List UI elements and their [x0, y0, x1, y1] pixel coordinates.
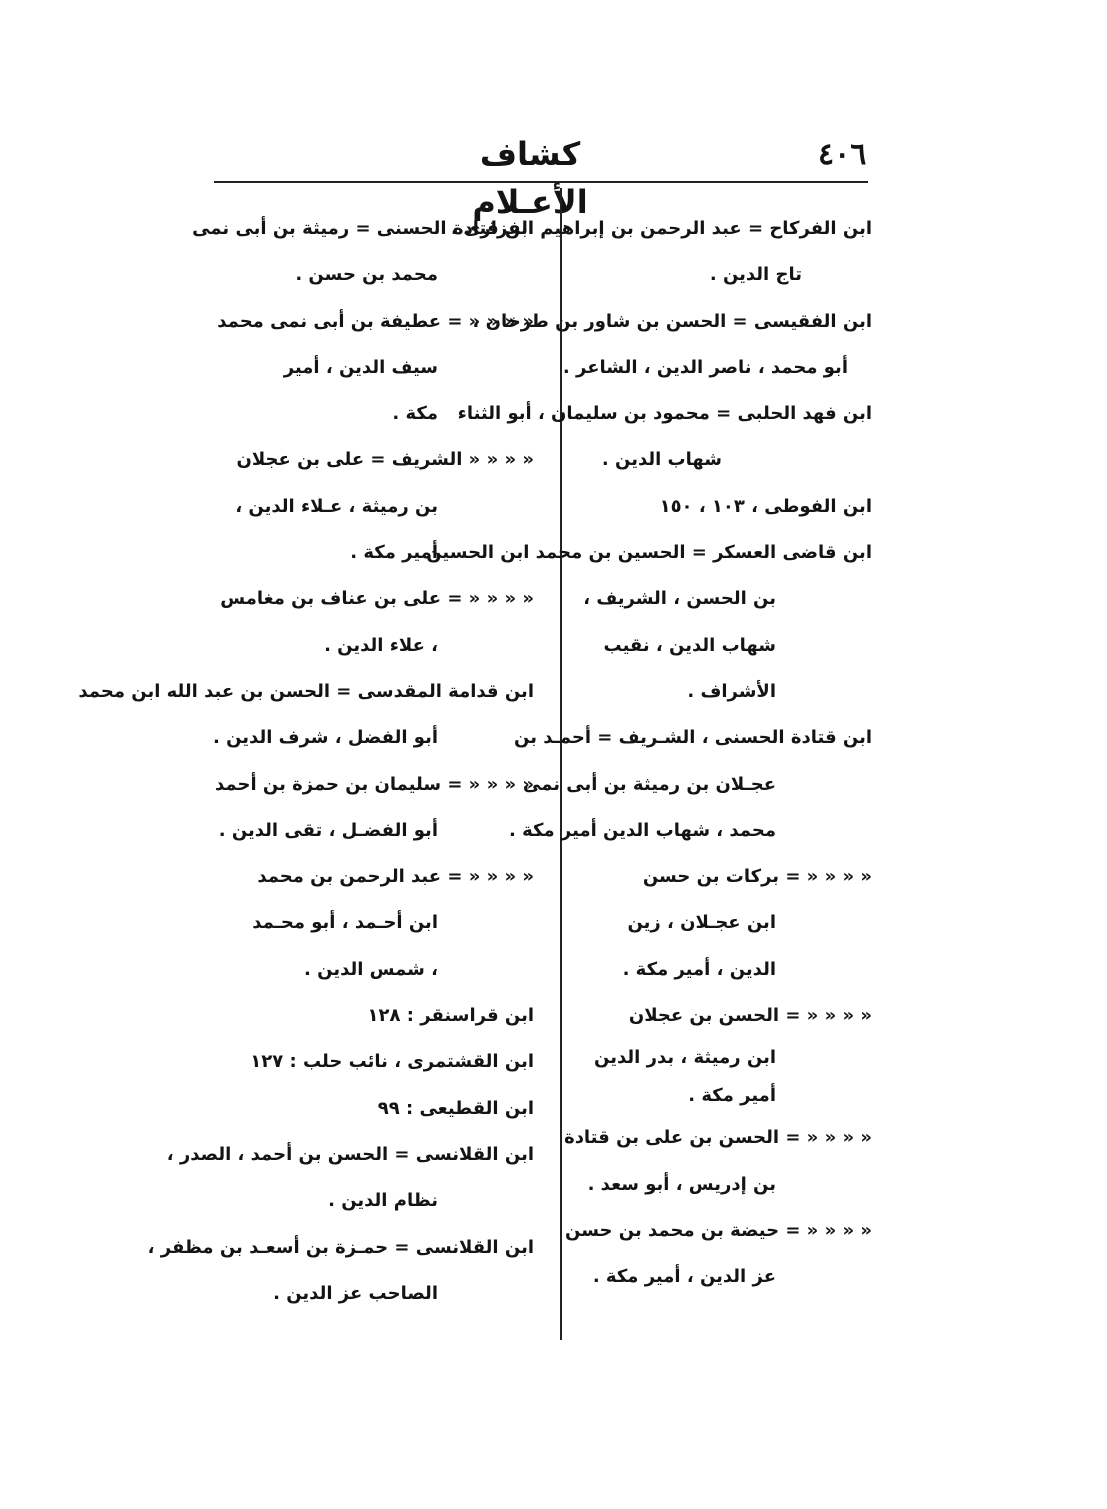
- index-entry-line: عجـلان بن رميثة بن أبى نمى: [523, 773, 776, 795]
- index-entry-line: شهاب الدين ، نقيب: [603, 634, 776, 656]
- index-entry-line: ابن القلانسى = الحسن بن أحمد ، الصدر ،: [166, 1143, 534, 1165]
- index-entry-line: ابن الفقيسى = الحسن بن شاور بن طرخان ،: [472, 310, 872, 332]
- index-entry-line: ابن قدامة المقدسى = الحسن بن عبد الله ابن محمد: [78, 680, 534, 702]
- running-title: كشاف الأعـلام: [472, 135, 588, 221]
- index-entry-line: ابن فهد الحلبى = محمود بن سليمان ، أبو الثناء: [457, 403, 872, 425]
- index-entry-line: عز الدين ، أمير مكة .: [592, 1266, 776, 1288]
- index-entry-line: أمير مكة .: [688, 1085, 776, 1107]
- index-entry-line: ابن رميثة ، بدر الدين: [594, 1047, 776, 1069]
- index-entry-line: ابن عجـلان ، زين: [627, 912, 776, 934]
- header-rule: [214, 181, 868, 183]
- index-entry-line: أبو محمد ، ناصر الدين ، الشاعر .: [562, 356, 848, 378]
- index-entry-line: سيف الدين ، أمير: [283, 356, 438, 378]
- index-entry-line: مكة .: [392, 403, 438, 425]
- index-entry-line: ابن القلانسى = حمـزة بن أسعـد بن مظفر ،: [147, 1236, 534, 1258]
- index-entry-line: « « « « = على بن عناف بن مغامس: [220, 588, 534, 610]
- index-entry-line: « « « « = عطيفة بن أبى نمى محمد: [217, 310, 534, 332]
- index-entry-line: الأشراف .: [687, 680, 776, 702]
- index-entry-line: ابن الفركاح = عبد الرحمن بن إبراهيم الفزارى ،: [450, 218, 872, 239]
- index-entry-line: ابن القطيعى : ٩٩: [377, 1097, 534, 1119]
- index-entry-line: ، شمس الدين .: [304, 958, 438, 980]
- index-entry-line: محمد ، شهاب الدين أمير مكة .: [509, 819, 776, 841]
- index-entry-line: ابن القشتمرى ، نائب حلب : ١٢٧: [250, 1051, 534, 1073]
- index-entry-line: شهاب الدين .: [601, 449, 722, 471]
- index-entry-line: أبو الفضل ، شرف الدين .: [213, 727, 438, 749]
- index-entry-line: « « « « = عبد الرحمن بن محمد: [257, 866, 534, 888]
- index-entry-line: نظام الدين .: [328, 1190, 438, 1212]
- index-entry-line: بن الحسن ، الشريف ،: [583, 588, 776, 610]
- index-entry-line: ابن قراسنقر : ١٢٨: [367, 1005, 534, 1027]
- index-entry-line: « « « « = حيضة بن محمد بن حسن: [565, 1219, 872, 1241]
- index-entry-line: محمد بن حسن .: [295, 264, 438, 286]
- index-entry-line: « « « « الشريف = على بن عجلان: [236, 449, 534, 471]
- left-column: [78, 206, 534, 1317]
- index-entry-line: ابن الفوطى ، ١٠٣ ، ١٥٠: [659, 495, 872, 517]
- index-entry-line: بن رميثة ، عـلاء الدين ،: [235, 495, 438, 517]
- index-entry-line: ابن قاضى العسكر = الحسين بن محمد ابن الحسين: [426, 542, 872, 564]
- index-entry-line: « « « « = الحسن بن عجلان: [628, 1005, 872, 1027]
- index-entry-line: « « « « = سليمان بن حمزة بن أحمد: [215, 773, 534, 795]
- index-entry-line: الصاحب عز الدين .: [273, 1282, 438, 1304]
- page-number: ٤٠٦: [818, 137, 867, 172]
- index-entry-line: بن إدريس ، أبو سعد .: [587, 1173, 776, 1195]
- index-entry-line: ، علاء الدين .: [324, 634, 438, 656]
- index-entry-line: أبو الفضـل ، تقى الدين .: [218, 819, 438, 841]
- index-entry-line: ابن قتادة الحسنى = رميثة بن أبى نمى: [192, 218, 534, 239]
- index-entry-line: « « « « = الحسن بن على بن قتادة: [564, 1127, 872, 1149]
- index-entry-line: ابن أحـمد ، أبو محـمد: [252, 912, 438, 934]
- index-entry-line: أمير مكة .: [350, 542, 438, 564]
- index-entry-line: ابن قتادة الحسنى ، الشـريف = أحمـد بن: [514, 727, 872, 749]
- index-entry-line: الدين ، أمير مكة .: [622, 958, 776, 980]
- index-entry-line: « « « « = بركات بن حسن: [642, 866, 872, 888]
- index-entry-line: تاج الدين .: [709, 264, 802, 286]
